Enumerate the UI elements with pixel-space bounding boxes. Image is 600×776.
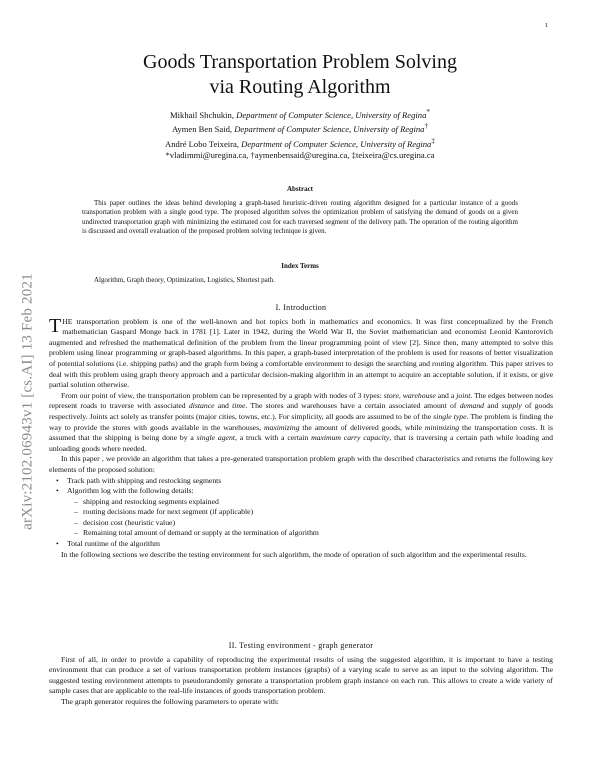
drop-cap: T <box>49 314 62 337</box>
sub-list-item: – decision cost (heuristic value) <box>49 518 553 529</box>
title-line-1: Goods Transportation Problem Solving <box>143 51 457 73</box>
section-testing-environment <box>49 641 553 708</box>
author-block <box>60 107 540 162</box>
section-title: II. Testing environment - graph generator <box>228 641 374 650</box>
index-terms-heading: Index Terms <box>281 262 319 270</box>
page-number: 1 <box>544 22 548 29</box>
section-introduction <box>49 303 553 560</box>
author-emails: *vladimmi@uregina.ca, †aymenbensaid@uregina.ca, ‡teixeira@cs.uregina.ca <box>165 150 435 161</box>
paragraph: From our point of view, the transportation problem can be represented by a graph with nodes of 3 types: store, warehouse and a joint. The edges between nodes represent roads to traverse with associated distance and time. The stores and warehouses have a certain associated amount of demand and supply of goods respectively. Joints act solely as transfer points (major cities, towns, etc.). For simplicity, all goods are assumed to be of the single type. The problem is finding the way to provide the stores with goods available in the warehouses, maximizing the amount of delivered goods, while minimizing the transportation costs. It is assumed that the shipping is being done by a single agent, a truck with a certain maximum carry capacity, that is traversing a certain path while loading and unloading goods where needed. <box>49 390 554 453</box>
sub-list-item: – routing decisions made for next segment (if applicable) <box>49 507 553 518</box>
paragraph: In this paper , we provide an algorithm that takes a pre-generated transportation problem graph with the described characteristics and returns the following key elements of the proposed solution: <box>49 454 553 474</box>
sub-list-item: – shipping and restocking segments explained <box>49 497 553 508</box>
list-item: • Track path with shipping and restocking segments <box>49 476 553 487</box>
paragraph: The graph generator requires the following parameters to operate with: <box>61 696 279 706</box>
abstract-heading: Abstract <box>286 185 314 193</box>
arxiv-stamp: arXiv:2102.06943v1 [cs.AI] 13 Feb 2021 <box>19 273 36 530</box>
paper-title <box>60 50 540 100</box>
paragraph: First of all, in order to provide a capability of reproducing the experimental results of using the suggested algorithm, it is important to have a testing environment that can produce a set of various transportation problem instances (graphs) of a varying scale to serve as an input to the solving algorithm. The suggested testing environment attempts to pseudorandomly generate a transportation problem graph instance on each run. This allows to create a wide variety of sample cases that are applicable to the real-life instances of goods transportation problem. <box>49 654 553 696</box>
author-line: Mikhail Shchukin, Department of Computer Science, University of Regina* <box>170 108 430 120</box>
section-title: I. Introduction <box>275 303 327 312</box>
list-item: • Algorithm log with the following details: <box>49 486 553 497</box>
title-line-2: via Routing Algorithm <box>209 76 391 98</box>
author-line: Aymen Ben Said, Department of Computer Science, University of Regina† <box>171 122 429 135</box>
paragraph: In the following sections we describe the testing environment for such algorithm, the mode of operation of such algorithm and the experimental results. <box>61 549 527 559</box>
abstract-text: This paper outlines the ideas behind developing a graph-based heuristic-driven routing algorithm designed for a particular instance of a goods transportation problem with a single good type. The proposed algorithm solves the optimization problem of satisfying the demand of goods on a given undirected transportation graph with minimizing the estimated cost for each traversed segment of the delivery path. The operation of the routing algorithm is discussed and overall evaluation of the proposed problem solving technique is given. <box>82 199 518 235</box>
bullet-list <box>49 476 553 550</box>
paragraph: THE transportation problem is one of the well-known and hot topics both in mathematics and economics. It was first conceptualized by the French mathematician Gaspard Monge back in 1781 [1]. Later in 1942, during the World War II, the Soviet mathematician and economist Leonid Kantorovich augmented and refreshed the mathematical definition of the problem from the linear programming point of view [2]. Since then, many attempted to solve this problem using linear programming or graph-based algorithms. In this paper, a graph-based interpretation of the problem is used for reasons of better visualization of potential solutions (i.e. shipping paths) and the graph form being a comfortable environment to design the searching and routing algorithm. This paper strives to deal with this problem using graph theory approach and a particular decision-making algorithm in an attempt to acquire an acceptable solution, if it exists, or give partial solution otherwise. <box>49 314 553 390</box>
list-item: • Total runtime of the algorithm <box>49 539 553 550</box>
author-line: André Lobo Teixeira, Department of Computer Science, University of Regina‡ <box>165 136 435 149</box>
sub-list-item: – Remaining total amount of demand or supply at the termination of algorithm <box>49 528 553 539</box>
index-terms: Algorithm, Graph theory, Optimization, Logistics, Shortest path. <box>94 276 275 284</box>
